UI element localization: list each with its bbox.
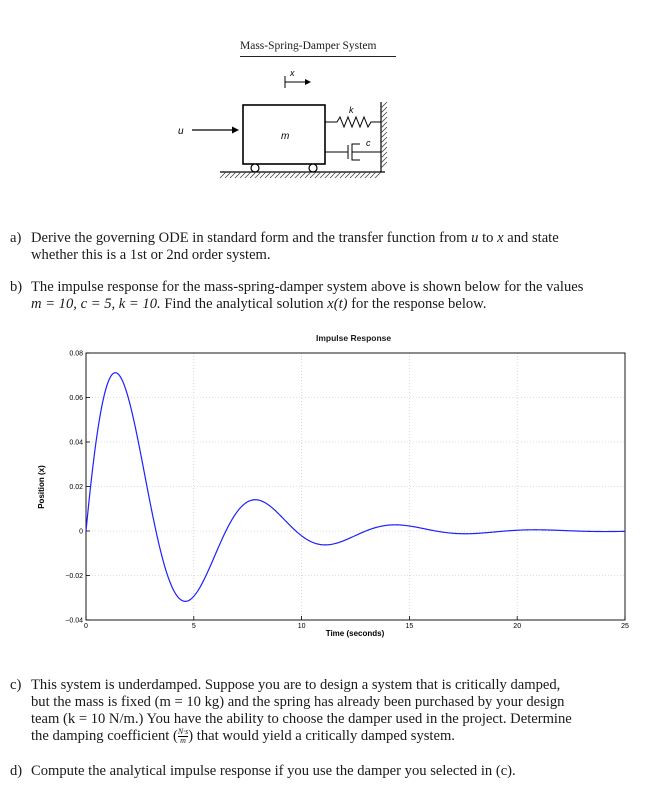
var-u: u <box>471 230 479 246</box>
chart-ticks <box>65 351 629 631</box>
x-axis-label: Time (seconds) <box>325 629 385 638</box>
question-a <box>10 230 640 264</box>
param-values: m = 10, c = 5, k = 10. <box>31 296 161 312</box>
chart-grid <box>86 353 625 620</box>
x-tick-label: 10 <box>297 623 306 630</box>
y-tick-label: 0 <box>79 528 83 536</box>
question-a-line2: whether this is a 1st or 2nd order system. <box>31 247 271 263</box>
question-d-text: Compute the analytical impulse response if you use the damper you selected in (c). <box>31 763 516 779</box>
question-b <box>10 279 640 313</box>
question-d-label: d) <box>10 763 23 779</box>
label-c: c <box>366 138 371 148</box>
x-tick-label: 0 <box>84 623 88 630</box>
question-c-line4b: ) that would yield a critically damped system. <box>188 728 455 744</box>
x-arrow-head <box>305 79 311 85</box>
wall-hatch <box>381 102 387 168</box>
question-b-line2 <box>10 296 640 313</box>
y-tick-label: −0.04 <box>65 617 83 625</box>
question-c <box>10 677 640 745</box>
wheel-right <box>309 164 317 172</box>
label-u: u <box>178 126 184 137</box>
question-a-text: Derive the governing ODE in standard form and the transfer function from <box>31 230 468 246</box>
x-tick-label: 25 <box>621 623 629 630</box>
y-tick-label: 0.02 <box>69 484 83 491</box>
y-tick-label: 0.08 <box>69 350 83 358</box>
label-x: x <box>290 68 295 78</box>
fraction-ns-m <box>178 728 188 745</box>
mass-spring-damper-diagram <box>160 66 410 191</box>
x-tick-label: 20 <box>513 623 522 630</box>
question-a-label: a) <box>10 230 22 246</box>
plot-frame <box>86 353 625 620</box>
y-tick-label: −0.02 <box>65 573 83 580</box>
ground-hatch <box>220 172 381 178</box>
y-tick-label: 0.06 <box>69 395 83 402</box>
question-d <box>10 763 640 780</box>
impulse-response-chart <box>30 345 640 645</box>
label-m: m <box>281 131 290 142</box>
question-b-text: The impulse response for the mass-spring-damper system above is shown below for the values <box>31 279 584 295</box>
chart-title: Impulse Response <box>316 333 392 343</box>
wheel-left <box>251 164 259 172</box>
x-tick-label: 5 <box>191 623 196 630</box>
fraction-numerator: N·s <box>177 727 189 737</box>
title-underline <box>240 56 396 57</box>
spring <box>325 117 381 127</box>
series-line-xt <box>86 373 625 602</box>
question-c-line2: but the mass is fixed (m = 10 kg) and the spring has already been purchased by your design <box>31 694 565 710</box>
label-k: k <box>349 105 354 115</box>
question-a-text-end: and state <box>507 230 559 246</box>
word-to: to <box>482 230 494 246</box>
question-b-label: b) <box>10 279 23 295</box>
question-c-label: c) <box>10 677 22 693</box>
question-c-line3: team (k = 10 N/m.) You have the ability to choose the damper used in the project. Determine <box>31 711 572 727</box>
y-tick-label: 0.04 <box>69 439 83 447</box>
var-x: x <box>497 230 504 246</box>
fraction-denominator: m <box>180 736 186 746</box>
diagram-title: Mass-Spring-Damper System <box>240 40 377 52</box>
var-xt: x(t) <box>327 296 348 312</box>
u-arrow-head <box>232 127 239 134</box>
question-c-line4 <box>10 728 640 745</box>
question-b-text2-end: for the response below. <box>351 296 487 312</box>
x-tick-label: 15 <box>405 623 414 630</box>
question-c-line4a: the damping coefficient ( <box>31 728 178 744</box>
y-axis-label: Position (x) <box>37 465 46 509</box>
question-c-line1: This system is underdamped. Suppose you are to design a system that is critically damped, <box>31 677 561 693</box>
question-b-text2: Find the analytical solution <box>164 296 324 312</box>
